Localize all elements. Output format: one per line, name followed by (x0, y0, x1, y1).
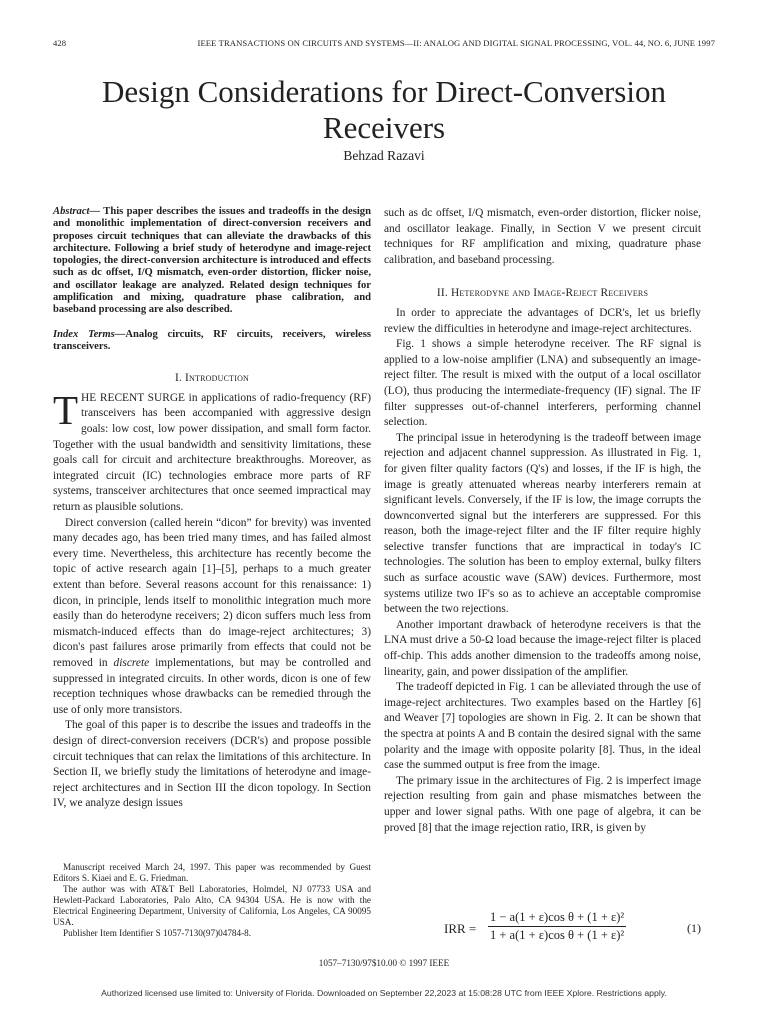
equation-numerator: 1 − a(1 + ε)cos θ + (1 + ε)² (488, 910, 626, 927)
intro-paragraph-2: Direct conversion (called herein “dicon” for brevity) was invented many decades ago, has been tried many times, and has failed almost every time. Nevertheless, this architecture has recently become the topic of active research again [1]–[5], perhaps to a much greater extent than before. Several reasons account for this renaissance: 1) dicon, in principle, lends itself to monolithic integration much more easily than do heterodyne receivers; 2) dicon suffers much less from mismatch-induced effects than do image-reject architectures; 3) dicon's past failures arose primarily from effects that could not be removed in discrete implementations, but may be controlled and suppressed in integrated circuits. In other words, dicon is one of few reception techniques whose drawbacks can be remedied through the use of only more transistors. (53, 516, 371, 716)
abstract-label: Abstract— (53, 206, 101, 217)
emphasis-discrete: discrete (113, 656, 150, 669)
equation-fraction (488, 910, 626, 943)
sec2-paragraph-2: Fig. 1 shows a simple heterodyne receiver. The RF signal is applied to a low-noise amplifier (LNA) and subsequently an image-reject filter. The result is mixed with the output of a local oscillator (LO), thus producing the intermediate-frequency (IF) signal. The IF filter suppresses out-of-channel interferers, performing channel selection. (384, 338, 701, 429)
sec2-paragraph-6: The primary issue in the architectures of Fig. 2 is imperfect image rejection resulting from gain and phase mismatches between the upper and lower signal paths. With one page of algebra, it can be proved [8] that the image rejection ratio, IRR, is given by (384, 774, 701, 834)
intro-paragraph-1-text: HE RECENT SURGE in applications of radio-frequency (RF) transceivers has been accompanied with aggressive design goals: low cost, low power dissipation, and small form factor. Together with the usual bandwidth and sensitivity limitations, these goals call for circuit and architecture breakthroughs. Moreover, as integrated circuit (IC) technologies embrace more parts of RF systems, transceiver architectures that once seemed impractical may return as plausible solutions. (53, 391, 371, 514)
index-terms-label: Index Terms— (53, 328, 126, 340)
abstract (53, 206, 371, 317)
title-line-1: Design Considerations for Direct-Conversion (102, 74, 666, 109)
running-header (53, 38, 715, 48)
copyright-line: 1057–7130/97$10.00 © 1997 IEEE (318, 958, 450, 968)
section-heading-introduction: I. Introduction (174, 372, 250, 385)
continued-paragraph: such as dc offset, I/Q mismatch, even-order distortion, flicker noise, and oscillator leakage. Finally, in Section V we present circuit techniques for RF amplification and mixing, quadrature phase calibration, and baseband processing. (384, 207, 701, 266)
equation-number: (1) (687, 921, 701, 935)
drop-cap: T (53, 386, 79, 433)
footnote-manuscript: Manuscript received March 24, 1997. This paper was recommended by Guest Editors S. Kiaei and E. G. Friedman. (53, 862, 371, 883)
sec2-paragraph-1: In order to appreciate the advantages of DCR's, let us briefly review the difficulties in heterodyne and image-reject architectures. (384, 306, 701, 335)
footnote-publisher-id: Publisher Item Identifier S 1057-7130(97)04784-8. (63, 928, 252, 938)
right-column (384, 206, 701, 836)
title-line-2: Receivers (322, 110, 446, 145)
author-name: Behzad Razavi (343, 148, 425, 163)
page-number: 428 (53, 38, 67, 48)
intro-paragraph-1 (53, 386, 371, 516)
journal-header: IEEE TRANSACTIONS ON CIRCUITS AND SYSTEMS—II: ANALOG AND DIGITAL SIGNAL PROCESSING, VOL. 44, NO. 6, JUNE 1997 (197, 38, 715, 48)
index-terms (53, 329, 371, 354)
left-column (53, 206, 371, 812)
equation-lhs: IRR = (444, 921, 477, 936)
equation-denominator: 1 + a(1 + ε)cos θ + (1 + ε)² (490, 928, 625, 942)
paper-title (50, 74, 718, 146)
sec2-paragraph-4: Another important drawback of heterodyne receivers is that the LNA must drive a 50-Ω load because the image-reject filter is placed off-chip. This adds another dimension to the tradeoffs among noise, linearity, gain, and power dissipation of the amplifier. (384, 618, 701, 678)
index-terms-text: Analog circuits, RF circuits, receivers, wireless transceivers. (53, 328, 371, 352)
sec2-paragraph-3: The principal issue in heterodyning is the tradeoff between image rejection and adjacent channel suppression. As illustrated in Fig. 1, for given filter quality factors (Q's) and losses, if the IF is high, the image is greatly attenuated whereas nearby interferers remain at significant levels. Conversely, if the IF is low, the image corrupts the downconverted signal but the interferers are suppressed. For this reason, both the image-reject filter and the IF filter require highly selective transfer functions that are impractical in today's IC technologies. The solution has been to employ external, bulky filters such as surface acoustic wave (SAW) devices. Furthermore, most systems utilize two IF's so as to achieve an acceptable compromise between the two rejections. (384, 431, 701, 616)
equation-irr (384, 908, 701, 948)
license-notice: Authorized licensed use limited to: University of Florida. Downloaded on September 22,2023 at 15:08:28 UTC from IEEE Xplore. Restrictions apply. (101, 988, 667, 998)
intro-paragraph-3: The goal of this paper is to describe the issues and tradeoffs in the design of direct-conversion receivers (DCR's) and propose possible circuit techniques that can relax the limitations of this architecture. In Section II, we briefly study the limitations of heterodyne and image-reject architectures and in Section III the dicon topology. In Section IV, we analyze design issues (53, 719, 371, 810)
section-heading-heterodyne: II. Heterodyne and Image-Reject Receivers (436, 287, 649, 300)
footnote-affiliation: The author was with AT&T Bell Laboratories, Holmdel, NJ 07733 USA and Hewlett-Packard Laboratories, Palo Alto, CA 94304 USA. He is now with the Electrical Engineering Department, University of California, Los Angeles, CA 90095 USA. (53, 884, 371, 927)
footnotes (53, 862, 371, 939)
sec2-paragraph-5: The tradeoff depicted in Fig. 1 can be alleviated through the use of image-reject architectures. Two examples based on the Hartley [6] and Weaver [7] topologies are shown in Fig. 2. It can be shown that the spectra at points A and B contain the desired signal with the same polarity and the image with opposite polarity [8]. Thus, in the ideal case the summed output is free from the image. (384, 681, 701, 772)
abstract-text: This paper describes the issues and tradeoffs in the design and monolithic implementation of direct-conversion receivers and proposes circuit techniques that can alleviate the drawbacks of this architecture. Following a brief study of heterodyne and image-reject topologies, the direct-conversion architecture is introduced and effects such as dc offset, I/Q mismatch, even-order distortion, flicker noise, and oscillator leakage are analyzed. Related design techniques for amplification and mixing, quadrature phase calibration, and baseband processing are also described. (53, 206, 371, 316)
